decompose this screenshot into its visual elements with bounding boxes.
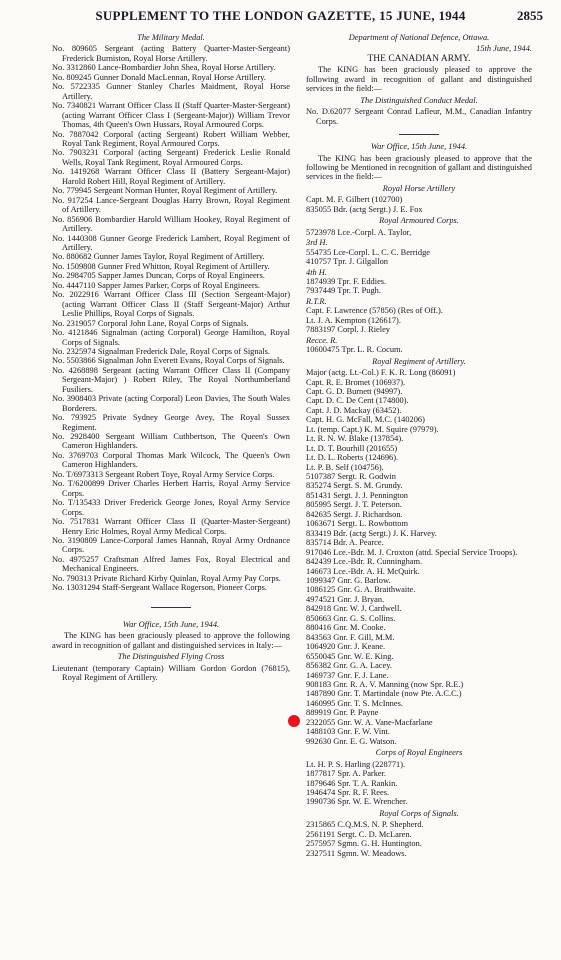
award-entry: No. 1419268 Warrant Officer Class II (Battery Sergeant-Major) Harold Robert Hill, Royal Regiment of Artillery. — [52, 167, 290, 186]
mention-entry: 889919 Gnr. P. Payne — [306, 708, 379, 718]
mention-entry: 1063671 Sergt. L. Rowbottom — [306, 519, 408, 529]
rac-list — [306, 228, 532, 237]
mention-entry: 856382 Gnr. G. A. Lacey. — [306, 661, 392, 671]
award-entry: No. 880682 Gunner James Taylor, Royal Regiment of Artillery. — [52, 252, 265, 262]
mention-entry: Capt. G. D. Burnett (94997). — [306, 386, 403, 396]
mention-entry: 908183 Gnr. R. A. V. Manning (now Spr. R.E.) — [306, 680, 464, 689]
mention-entry: Capt. H. G. McFall, M.C. (140206) — [306, 415, 425, 425]
mention-entry: 2322055 Gnr. W. A. Vane-Macfarlane — [306, 717, 433, 727]
fourth-hussars-list — [306, 277, 532, 296]
mention-entry: 1990736 Spr. W. E. Wrencher. — [306, 797, 408, 807]
award-entry: No. 5503866 Signalman John Everett Evans, Royal Corps of Signals. — [52, 356, 285, 366]
award-entry: No. 7903231 Corporal (acting Sergeant) Frederick Leslie Ronald Wells, Royal Tank Regiment, Royal Armoured Corps. — [52, 148, 290, 167]
war-office-dateline: War Office, 15th June, 1944. — [370, 142, 468, 152]
mention-entry: 2327511 Sgmn. W. Meadows. — [306, 848, 407, 858]
mention-entry: Major (actg. Lt.-Col.) F. K. R. Long (86091) — [306, 368, 456, 378]
mention-entry: 917046 Lce.-Bdr. M. J. Croxton (attd. Special Service Troops). — [306, 547, 518, 557]
department-date: 15th June, 1944. — [476, 44, 532, 54]
mention-entry: 410757 Tpr. J. Gilgallon — [306, 257, 388, 267]
page-number: 2855 — [517, 8, 543, 23]
award-entry: No. 4975257 Craftsman Alfred James Fox, Royal Electrical and Mechanical Engineers. — [52, 554, 290, 574]
cre-list — [306, 760, 532, 807]
award-entry: No. 2928400 Sergeant William Cuthbertson, The Queen's Own Cameron Highlanders. — [52, 432, 290, 451]
mention-entry: 835274 Sergt. S. M. Grundy. — [306, 481, 403, 491]
rra-list — [306, 368, 532, 746]
mention-entry: 1877817 Spr. A. Parker. — [306, 769, 387, 779]
award-entry: No. T/135433 Driver Frederick George Jones, Royal Army Service Corps. — [52, 498, 290, 517]
award-entry: No. 2984705 Sapper James Duncan, Corps of Royal Engineers. — [52, 271, 265, 281]
mention-entry: Lt. D. T. Bourhill (201655) — [306, 443, 398, 453]
mention-entry: 7883197 Corpl. J. Rieley — [306, 325, 390, 335]
mention-entry: Capt. R. E. Bromet (106937). — [306, 377, 406, 387]
award-entry: No. 1509808 Gunner Fred Whitton, Royal Regiment of Artillery. — [52, 261, 270, 271]
fourth-hussars-label: 4th H. — [306, 267, 327, 277]
mention-entry: 1487890 Gnr. T. Martindale (now Pte. A.C.C.) — [306, 689, 462, 699]
mention-entry: 1946474 Spr. R. F. Rees. — [306, 787, 390, 797]
mention-entry: 851431 Sergt. J. J. Pennington — [306, 490, 408, 500]
rcs-heading: Royal Corps of Signals. — [379, 808, 459, 818]
rtr-label: R.T.R. — [306, 296, 327, 306]
mention-entry: 833419 Bdr. (actg Sergt.) J. K. Harvey. — [306, 528, 437, 538]
award-entry: No. 7887042 Corporal (acting Sergeant) Robert William Webber, Royal Tank Regiment, Royal Armoured Corps. — [52, 129, 290, 148]
mention-entry: 850663 Gnr. G. S. Collins. — [306, 613, 396, 623]
award-entry: No. 1440308 Gunner George Frederick Lambert, Royal Regiment of Artillery. — [52, 233, 290, 252]
award-entry: No. 856906 Bombardier Harold William Hookey, Royal Regiment of Artillery. — [52, 214, 290, 234]
recce-list — [306, 345, 532, 354]
award-entry: No. 4268898 Sergeant (acting Warrant Officer Class II (Company Sergeant-Major) ) Robert Riley, The Royal Northumberland Fusiliers. — [52, 365, 290, 394]
mention-entry: Lt. (temp. Capt.) K. M. Squire (97979). — [306, 424, 439, 434]
award-entry: No. 779945 Sergeant Norman Hunter, Royal Regiment of Artillery. — [52, 186, 278, 196]
award-entry: No. 3312860 Lance-Bombardier John Shea, Royal Horse Artillery. — [52, 63, 276, 73]
mention-entry: 1874939 Tpr. F. Eddies. — [306, 276, 387, 286]
mention-entry: 835055 Bdr. (actg Sergt.) J. E. Fox — [306, 204, 423, 214]
mention-entry: 1460995 Gnr. T. S. McInnes. — [306, 698, 403, 708]
dfc-heading: The Distinguished Flying Cross — [117, 652, 225, 662]
rha-heading: Royal Horse Artillery — [382, 183, 456, 193]
gazette-title: SUPPLEMENT TO THE LONDON GAZETTE, 15 JUNE, 1944 — [95, 8, 466, 23]
military-medal-list — [52, 44, 290, 592]
military-medal-heading: The Military Medal. — [137, 33, 205, 42]
award-entry: No. 3190809 Lance-Corporal James Hannah, Royal Army Ordnance Corps. — [52, 536, 290, 555]
mention-entry: 1064920 Gnr. J. Keane. — [306, 642, 386, 652]
mention-entry: Capt. M. F. Gilbert (102700) — [306, 195, 403, 205]
canadian-army-heading: THE CANADIAN ARMY. — [367, 53, 471, 64]
rcs-list — [306, 820, 532, 858]
award-entry: No. 5722335 Gunner Stanley Charles Maidment, Royal Horse Artillery. — [52, 82, 290, 101]
rra-heading: Royal Regiment of Artillery. — [372, 356, 466, 366]
rtr-list — [306, 306, 532, 334]
award-entry: No. 809245 Gunner Donald MacLennan, Royal Horse Artillery. — [52, 72, 266, 82]
award-entry: No. 2022916 Warrant Officer Class III (Section Sergeant-Major) (acting Warrant Officer Class II (Staff Sergeant-Major) Arthur Leslie Phillips, Royal Corps of Signals. — [52, 290, 290, 319]
mention-entry: Capt. F. Lawrence (57856) (Res of Off.). — [306, 306, 443, 316]
award-entry: No. T/6200899 Driver Charles Herbert Harris, Royal Army Service Corps. — [52, 479, 290, 498]
award-entry: No. 2319057 Corporal John Lane, Royal Corps of Signals. — [52, 318, 249, 328]
dfc-entry: Lieutenant (temporary Captain) William Gordon Gordon (76815), Royal Regiment of Artillery. — [52, 663, 290, 682]
award-entry: No. 4447110 Sapper James Parker, Corps of Royal Engineers. — [52, 280, 260, 290]
recce-label: Recce. R. — [306, 335, 338, 345]
award-entry: No. 3769703 Corporal Thomas Mark Wilcock, The Queen's Own Cameron Highlanders. — [52, 450, 290, 470]
third-hussars-label: 3rd H. — [306, 238, 328, 248]
mention-entry: 842439 Lce.-Bdr. R. Cunningham. — [306, 557, 423, 567]
rac-heading: Royal Armoured Corps. — [379, 216, 459, 226]
award-entry: No. T/6973313 Sergeant Robert Toye, Royal Army Service Corps. — [52, 469, 275, 479]
mention-entry: 4974521 Gnr. J. Bryan. — [306, 594, 385, 604]
mention-entry: Lt. D. L. Roberts (124696). — [306, 453, 399, 463]
mention-entry: 5107387 Sergt. R. Godwin — [306, 472, 396, 482]
mentions-paragraph: The KING has been graciously pleased to approve that the following be Mentioned in recognition of gallant and distinguished services in the field:— — [306, 153, 532, 182]
mention-entry: 146673 Lce.-Bdr. A. H. McQuirk. — [306, 566, 420, 576]
section-divider — [151, 607, 191, 608]
award-entry: No. 3908403 Private (acting Corporal) Leon Davies, The South Wales Borderers. — [52, 394, 290, 413]
mention-entry: 2575957 Sgmn. G. H. Huntington. — [306, 839, 422, 849]
mention-entry: 554735 Lce-Corpl. L. C. C. Berridge — [306, 247, 430, 257]
mention-entry: 805995 Sergt. J. T. Peterson. — [306, 500, 402, 510]
mention-entry: 2315865 C.Q.M.S. N. P. Shepherd. — [306, 820, 424, 830]
mention-entry: 10600475 Tpr. L. R. Cocum. — [306, 345, 403, 355]
italy-paragraph: The KING has been graciously pleased to approve the following award in recognition of gallant and distinguished services in Italy:— — [52, 631, 290, 650]
italy-dateline: War Office, 15th June, 1944. — [122, 619, 220, 629]
cre-heading: Corps of Royal Engineers — [375, 748, 463, 758]
mention-entry: Lt. J. A. Kempton (126617). — [306, 315, 401, 325]
mention-entry: 7937449 Tpr. T. Pugh. — [306, 286, 381, 296]
mention-entry: 835714 Bdr. A. Pearce. — [306, 538, 384, 548]
mention-entry: Lt. H. P. S. Harling (228771). — [306, 759, 406, 769]
rha-list — [306, 195, 532, 214]
mention-entry: 1879646 Spr. T. A. Rankin. — [306, 778, 398, 788]
third-hussars-list — [306, 248, 532, 267]
mention-entry: 992630 Gnr. E. G. Watson. — [306, 736, 397, 746]
mention-entry: 842918 Gnr. W. J. Cardwell. — [306, 604, 402, 614]
right-column — [306, 31, 532, 858]
canadian-award-paragraph: The KING has been graciously pleased to approve the following award in recognition of gallant and distinguished services in the field:— — [306, 65, 532, 94]
award-entry: No. 793925 Private Sydney George Avey, The Royal Sussex Regiment. — [52, 413, 290, 432]
award-entry: No. 4121846 Signalman (acting Corporal) George Hamilton, Royal Corps of Signals. — [52, 328, 290, 347]
award-entry: No. 809605 Sergeant (acting Battery Quarter-Master-Sergeant) Frederick Burniston, Royal Horse Artillery. — [52, 44, 290, 63]
red-dot-marker — [288, 715, 300, 727]
dcm-heading: The Distinguished Conduct Medal. — [360, 95, 478, 105]
mention-entry: 1086125 Gnr. G. A. Braithwaite. — [306, 585, 416, 595]
mention-entry: 6550045 Gnr. W. E. King. — [306, 651, 394, 661]
award-entry: No. 13031294 Staff-Sergeant Wallace Rogerson, Pioneer Corps. — [52, 583, 267, 593]
mention-entry: 1488103 Gnr. F. W. Vint. — [306, 727, 390, 737]
mention-entry: 843563 Gnr. F. Gill, M.M. — [306, 632, 395, 642]
award-entry: No. 7517831 Warrant Officer Class II (Quarter-Master-Sergeant) Henry Eric Holmes, Royal Army Medical Corps. — [52, 517, 290, 536]
mention-entry: Lt. R. N. W. Blake (137854). — [306, 434, 404, 444]
left-column — [52, 31, 290, 682]
award-entry: No. 917254 Lance-Sergeant Douglas Harry Brown, Royal Regiment of Artillery. — [52, 195, 290, 215]
gazette-header — [0, 6, 561, 28]
dcm-entry: No. D.62077 Sergeant Conrad Lafleur, M.M., Canadian Infantry Corps. — [306, 107, 532, 126]
mention-entry: 5723978 Lce.-Corpl. A. Taylor, — [306, 227, 412, 237]
award-entry: No. 790313 Private Richard Kirby Quinlan, Royal Army Pay Corps. — [52, 573, 281, 583]
mention-entry: 880416 Gnr. M. Cooke. — [306, 623, 386, 633]
mention-entry: Lt. P. B. Self (104756). — [306, 462, 384, 472]
mention-entry: 1469737 Gnr. F. J. Lane. — [306, 670, 389, 680]
mention-entry: Capt. D. C. De Cent (174800). — [306, 396, 409, 406]
section-divider — [399, 134, 439, 135]
mention-entry: Capt. J. D. Mackay (63452). — [306, 405, 402, 415]
award-entry: No. 2325974 Signalman Frederick Dale, Royal Corps of Signals. — [52, 346, 270, 356]
mention-entry: 1099347 Gnr. G. Barlow. — [306, 576, 391, 586]
award-entry: No. 7340821 Warrant Officer Class II (Staff Quarter-Master-Sergeant) (acting Warrant Officer Class I (Sergeant-Major)) William Trevor Thomas, 4th Queen's Own Hussars, Royal Armoured Corps. — [52, 101, 290, 130]
department-heading: Department of National Defence, Ottawa. — [348, 33, 490, 42]
mention-entry: 842635 Sergt. J. Richardson. — [306, 509, 403, 519]
mention-entry: 2561191 Sergt. C. D. McLaren. — [306, 829, 412, 839]
